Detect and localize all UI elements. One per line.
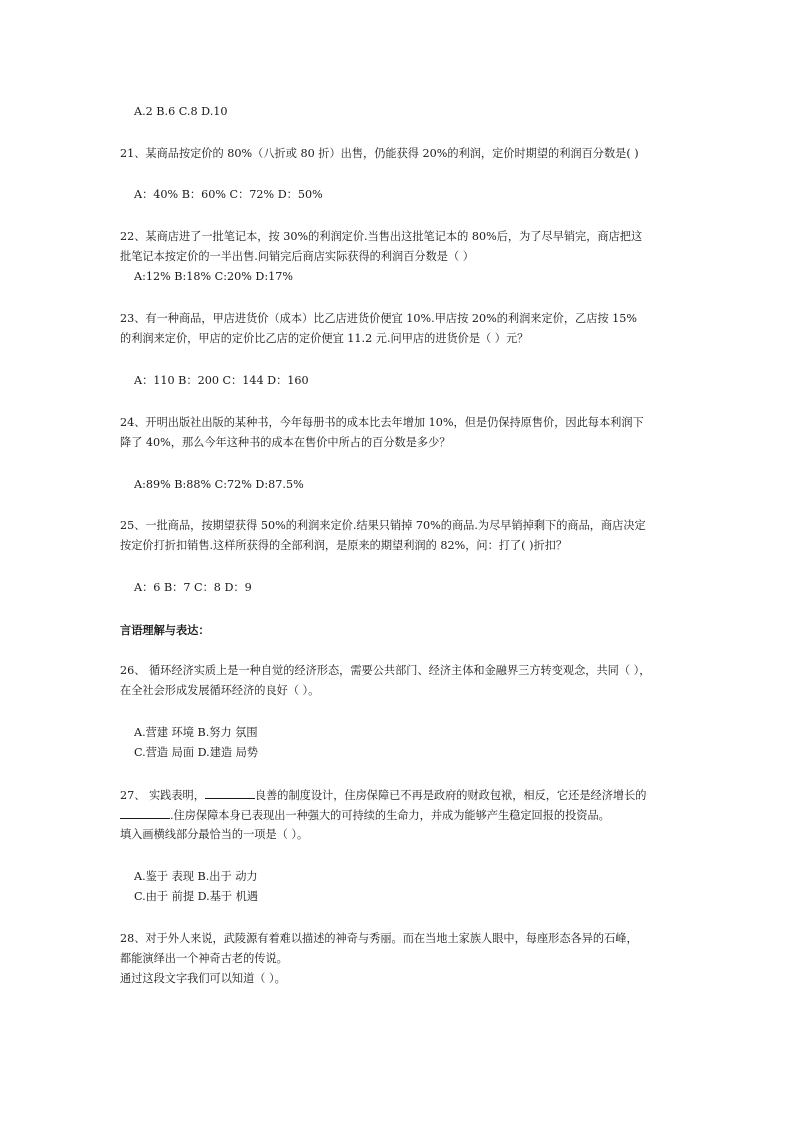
q22-options: A:12% B:18% C:20% D:17%: [134, 270, 294, 283]
q20-options: A.2 B.6 C.8 D.10: [134, 105, 228, 118]
q27-line1-rest: 良善的制度设计，住房保障已不再是政府的财政包袱，相反，它还是经济增长的: [254, 789, 647, 802]
q27-instruction: 填入画横线部分最恰当的一项是（ ）。: [120, 828, 309, 841]
q27-prefix: 27、 实践表明，: [120, 789, 205, 802]
q26-question-line1: 26、 循环经济实质上是一种自觉的经济形态，需要公共部门、经济主体和金融界三方转变观念，共同（ ），: [120, 664, 651, 677]
q28-instruction: 通过这段文字我们可以知道（ ）。: [120, 972, 286, 985]
q24-options: A:89% B:88% C:72% D:87.5%: [134, 478, 304, 491]
q26-options-line2: C.营造 局面 D.建造 局势: [134, 746, 259, 759]
q27-question-line1: [120, 788, 647, 803]
q27-options-line1: A.鉴于 表现 B.出于 动力: [134, 870, 258, 883]
fill-blank-2: [120, 808, 170, 819]
q27-options-line2: C.由于 前提 D.基于 机遇: [134, 890, 259, 903]
q21-options: A：40% B：60% C：72% D：50%: [134, 188, 323, 201]
q25-options: A：6 B：7 C：8 D：9: [134, 581, 252, 594]
q22-question-line1: 22、某商店进了一批笔记本，按 30%的利润定价.当售出这批笔记本的 80%后，为了尽早销完，商店把这: [120, 230, 643, 243]
q27-question-line2: [120, 808, 610, 823]
section-heading: 言语理解与表达：: [120, 623, 210, 637]
q22-question-line2: 批笔记本按定价的一半出售.问销完后商店实际获得的利润百分数是（ ）: [120, 250, 474, 263]
q23-question-line2: 的利润来定价，甲店的定价比乙店的定价便宜 11.2 元.问甲店的进货价是（ ）元？: [120, 332, 529, 345]
q28-question-line1: 28、对于外人来说，武陵源有着难以描述的神奇与秀丽。而在当地土家族人眼中，每座形态各异的石峰，: [120, 932, 638, 945]
q23-options: A：110 B：200 C：144 D：160: [134, 374, 309, 387]
q28-question-line2: 都能演绎出一个神奇古老的传说。: [120, 952, 288, 965]
q24-question-line1: 24、开明出版社出版的某种书，今年每册书的成本比去年增加 10%，但是仍保持原售价，因此每本利润下: [120, 416, 644, 429]
q27-line2-rest: .住房保障本身已表现出一种强大的可持续的生命力，并成为能够产生稳定回报的投资品。: [170, 809, 610, 822]
q24-question-line2: 降了 40%，那么今年这种书的成本在售价中所占的百分数是多少？: [120, 436, 451, 449]
q25-question-line1: 25、一批商品，按期望获得 50%的利润来定价.结果只销掉 70%的商品.为尽早销掉剩下的商品，商店决定: [120, 519, 646, 532]
q25-question-line2: 按定价打折扣销售.这样所获得的全部利润，是原来的期望利润的 82%，问：打了( )折扣？: [120, 539, 568, 552]
q26-options-line1: A.营建 环境 B.努力 氛围: [134, 726, 258, 739]
q26-question-line2: 在全社会形成发展循环经济的良好（ ）。: [120, 684, 320, 697]
fill-blank-1: [205, 788, 255, 799]
q21-question: 21、某商品按定价的 80%（八折或 80 折）出售，仍能获得 20%的利润，定价时期望的利润百分数是( ): [120, 147, 639, 160]
q23-question-line1: 23、有一种商品，甲店进货价（成本）比乙店进货价便宜 10%.甲店按 20%的利润来定价，乙店按 15%: [120, 312, 637, 325]
